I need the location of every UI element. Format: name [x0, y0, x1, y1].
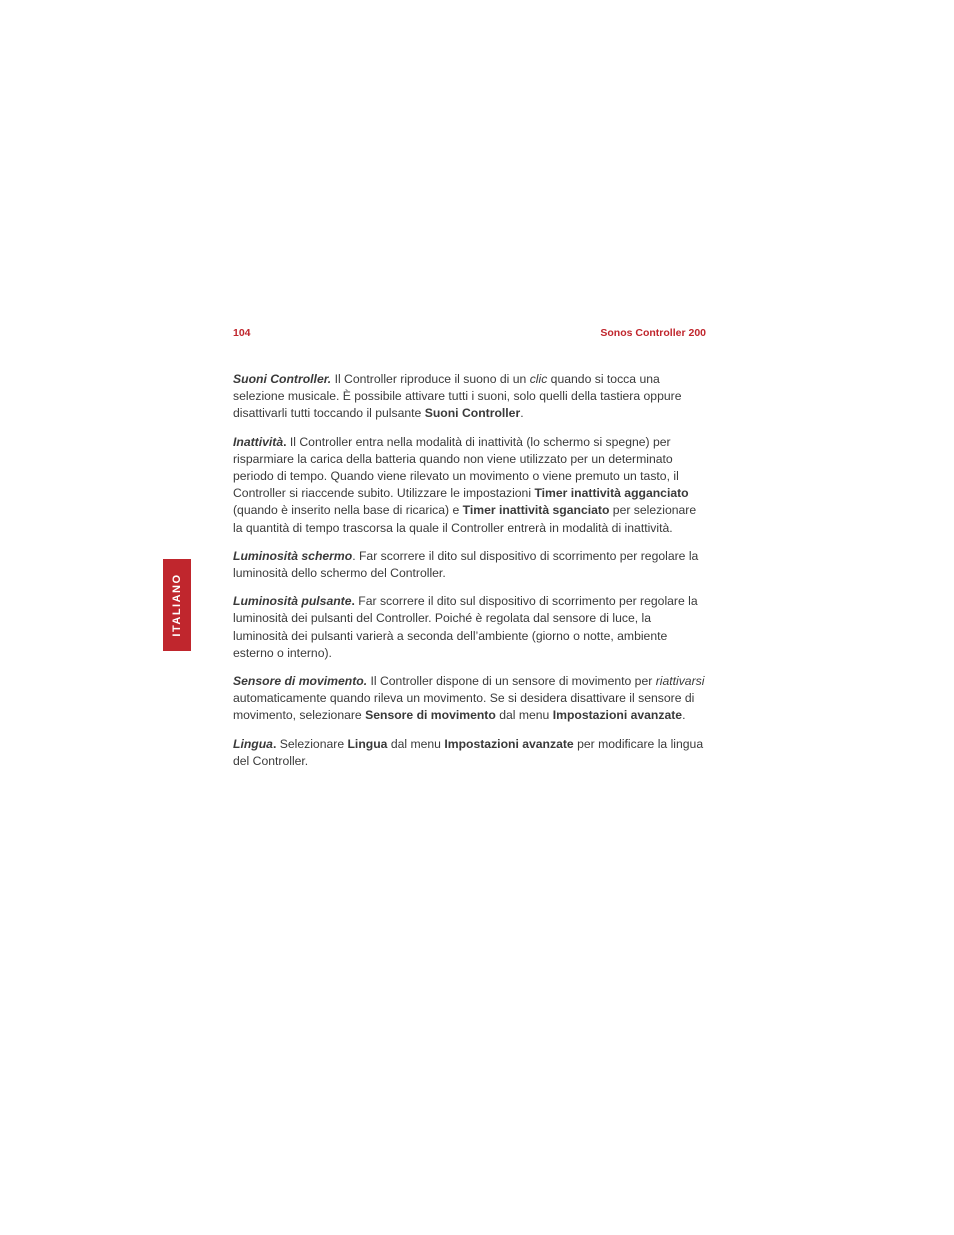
text: Far scorrere il dito sul dispositivo di scorrimento per regolare la luminosità dei pulsanti del Controller. Poiché è regolata dal sensore di luce, la luminosità dei pulsanti varierà a seconda dell’ambiente (giorno o notte, ambiente esterno o interno).: [233, 594, 698, 660]
text: .: [520, 406, 524, 421]
paragraph-luminosita-schermo: [233, 548, 708, 582]
main-content: [233, 371, 708, 781]
language-tab-label: ITALIANO: [171, 573, 183, 637]
setting-name: Timer inattività agganciato: [534, 486, 689, 501]
setting-name: Sensore di movimento: [365, 708, 496, 723]
term-period: .: [351, 594, 355, 609]
paragraph-luminosita-pulsante: [233, 593, 708, 662]
text: automaticamente quando rileva un movimento. Se si desidera disattivare il sensore di movimento, selezionare: [233, 691, 695, 723]
paragraph-lingua: [233, 736, 708, 770]
paragraph-suoni-controller: [233, 371, 708, 423]
text: dal menu: [495, 708, 553, 723]
term-suoni-controller: Suoni Controller.: [233, 372, 332, 386]
document-title: Sonos Controller 200: [600, 327, 706, 339]
term-inattivita: Inattività: [233, 434, 284, 449]
text: Il Controller riproduce il suono di un: [331, 372, 530, 386]
italic-text: clic: [529, 372, 548, 386]
term-period: .: [283, 434, 287, 449]
text: Selezionare: [276, 736, 348, 751]
text: per modificare la lingua del Controller.: [233, 736, 704, 768]
text: quando si tocca una selezione musicale. È possibile attivare tutti i suoni, solo quelli della tastiera oppure disattivarli tutti toccando il pulsante: [233, 372, 682, 421]
paragraph-inattivita: [233, 434, 708, 537]
term-period: .: [272, 736, 277, 751]
term-luminosita-schermo: Luminosità schermo: [233, 548, 353, 563]
setting-name: Lingua: [347, 736, 388, 751]
term-lingua: Lingua: [233, 736, 273, 751]
italic-text: riattivarsi: [655, 674, 705, 689]
language-tab: [163, 559, 191, 651]
term-luminosita-pulsante: Luminosità pulsante: [233, 594, 352, 609]
text: . Far scorrere il dito sul dispositivo di scorrimento per regolare la luminosità dello schermo del Controller.: [233, 548, 699, 581]
page-number: 104: [233, 327, 251, 339]
menu-name: Impostazioni avanzate: [444, 736, 574, 751]
text: (quando è inserito nella base di ricarica) e: [233, 503, 463, 518]
text: Il Controller entra nella modalità di inattività (lo schermo si spegne) per risparmiare la carica della batteria quando non viene utilizzato per un determinato periodo di tempo. Quando viene rilevato un movimento o viene premuto un tasto, il Controller si riaccende subito. Utilizzare le impostazioni: [233, 434, 679, 501]
page-header: [233, 327, 706, 343]
text: dal menu: [387, 736, 445, 751]
setting-name: Timer inattività sganciato: [462, 503, 610, 518]
text: per selezionare la quantità di tempo trascorsa la quale il Controller entrerà in modalità di inattività.: [233, 503, 697, 535]
text: .: [682, 708, 686, 723]
setting-name: Suoni Controller: [424, 406, 521, 421]
text: Il Controller dispone di un sensore di movimento per: [367, 674, 656, 689]
paragraph-sensore-movimento: [233, 673, 708, 725]
menu-name: Impostazioni avanzate: [552, 708, 683, 723]
term-sensore-movimento: Sensore di movimento.: [233, 674, 368, 689]
